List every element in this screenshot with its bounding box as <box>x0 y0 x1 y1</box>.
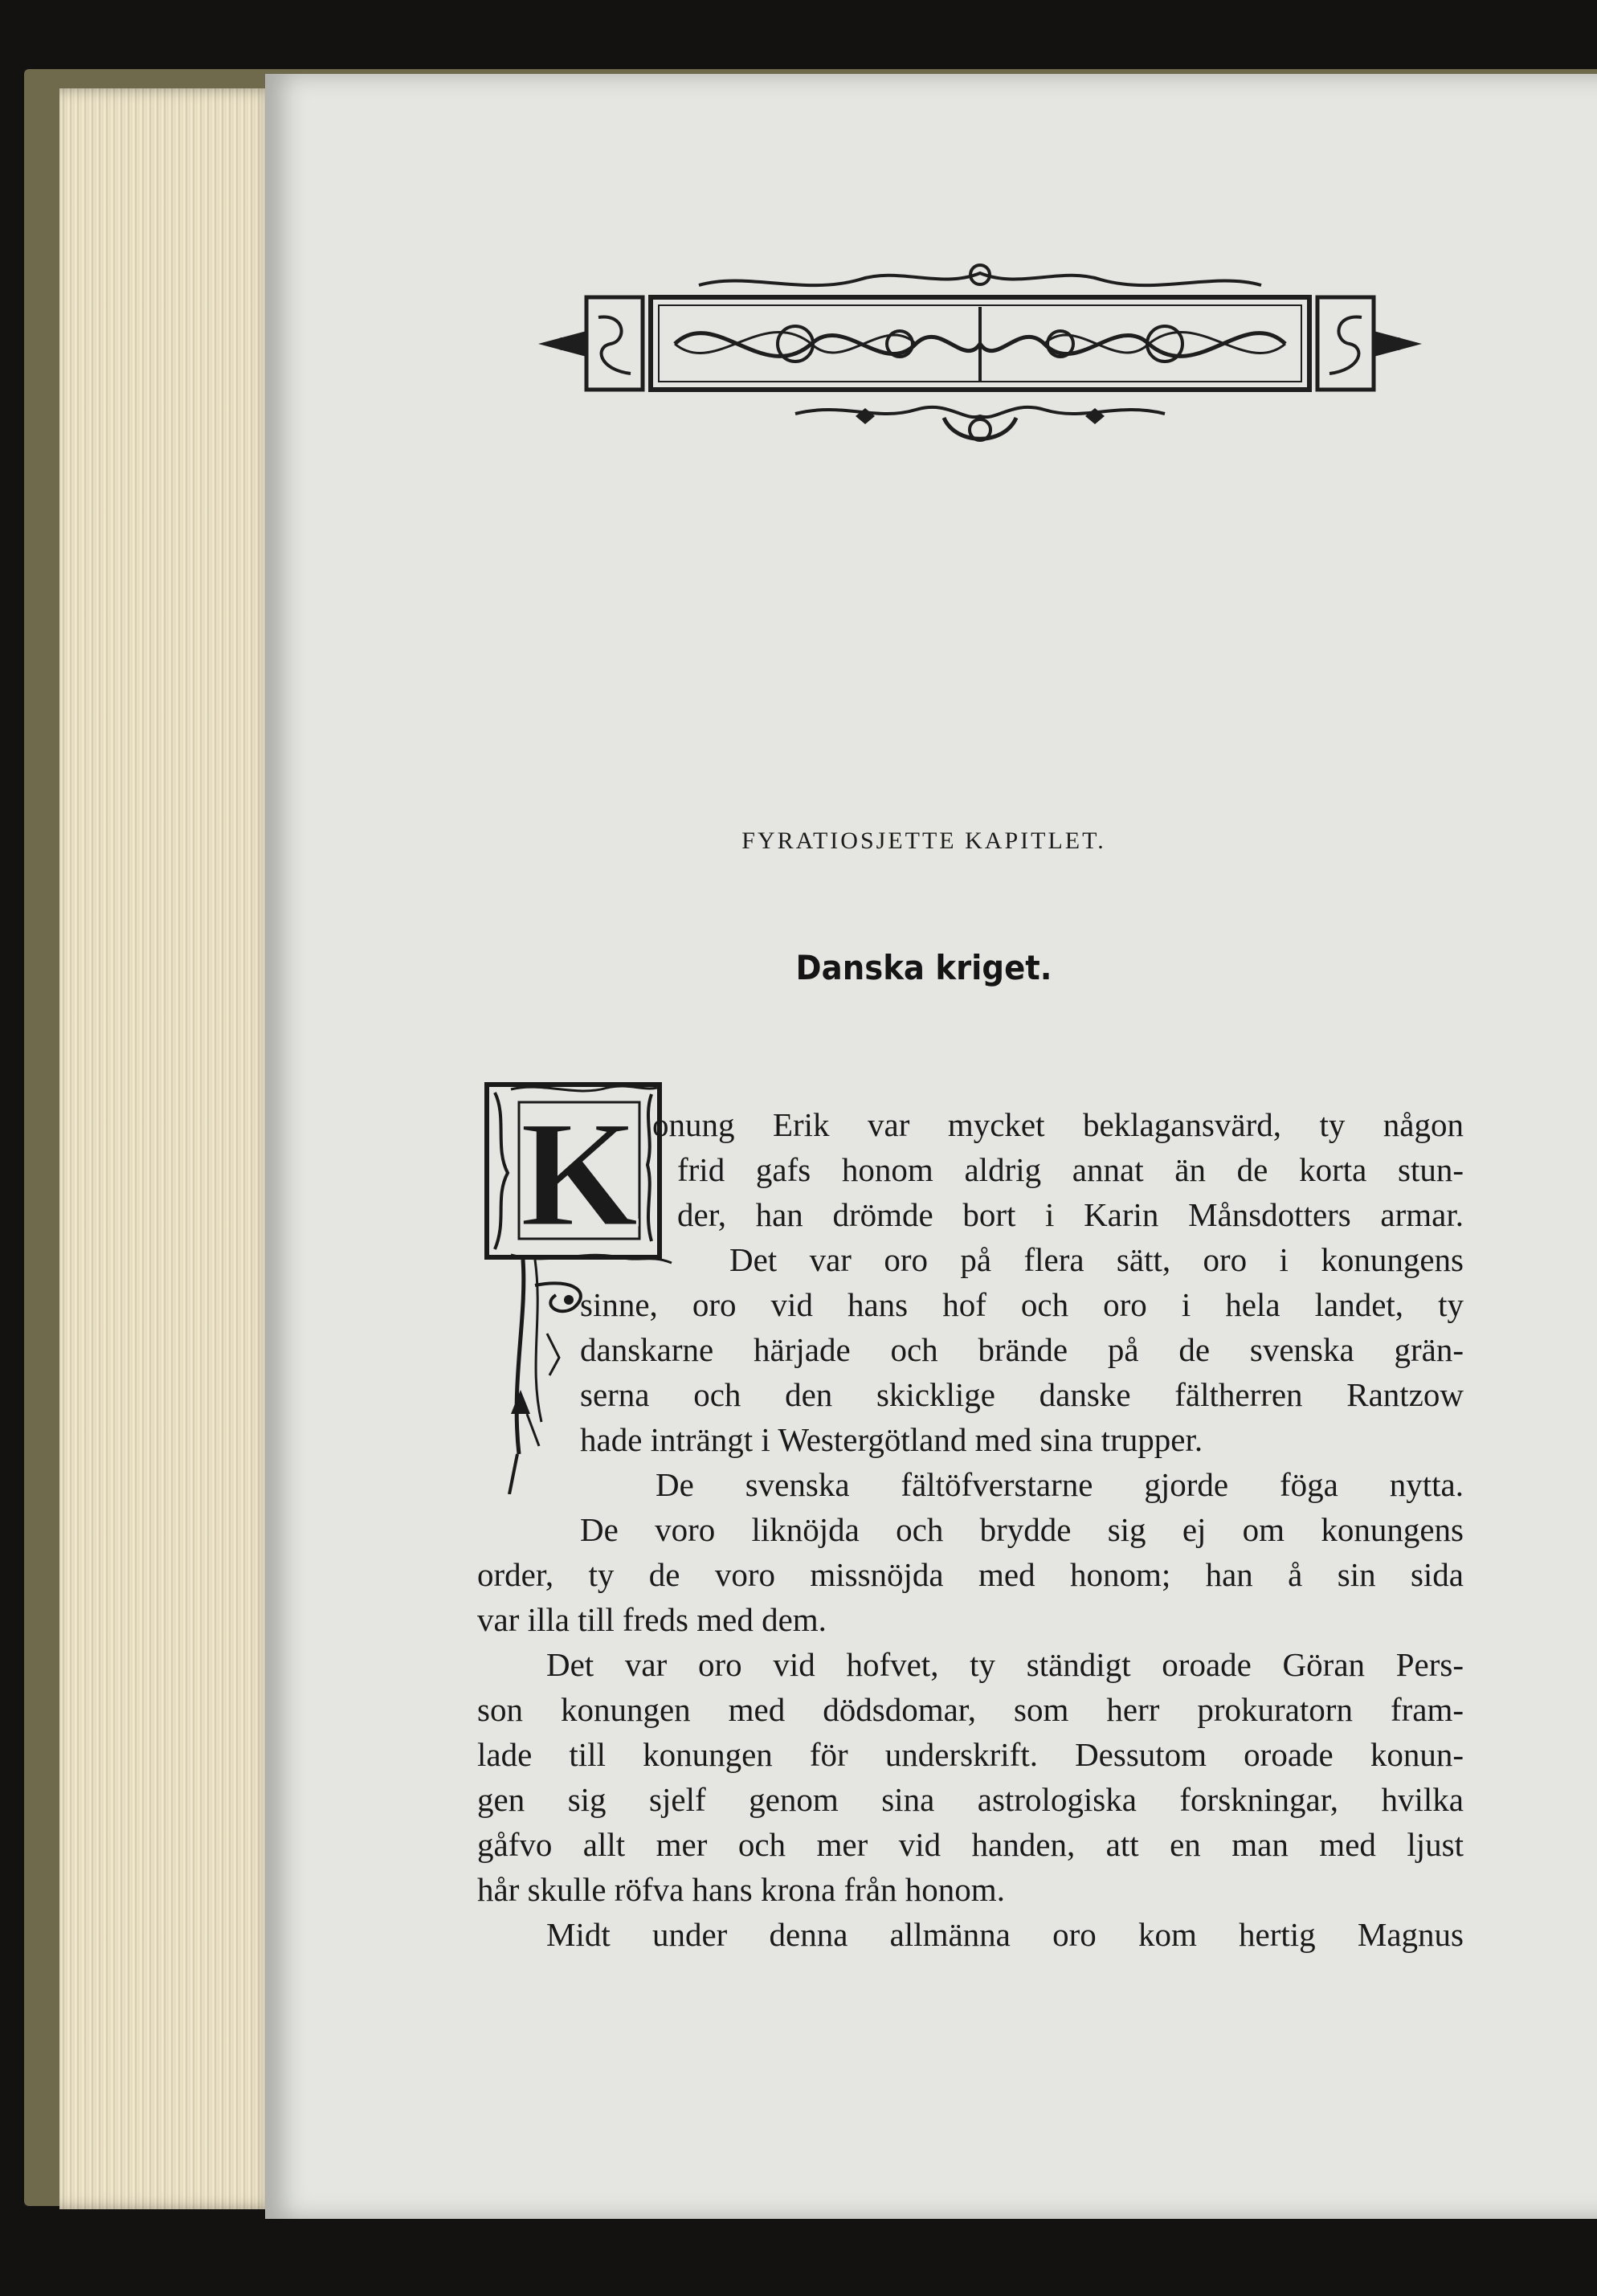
text-line: gåfvo allt mer och mer vid handen, att en man med ljust <box>477 1826 1464 1863</box>
text-line: serna och den skicklige danske fältherren Rantzow <box>580 1376 1464 1413</box>
text-line: var illa till freds med dem. <box>477 1601 827 1638</box>
text-line: De svenska fältöfverstarne gjorde föga nytta. <box>656 1466 1464 1503</box>
text-line: order, ty de voro missnöjda med honom; han å sin sida <box>477 1556 1464 1593</box>
chapter-heading: FYRATIOSJETTE KAPITLET. <box>741 827 1106 854</box>
text-line: Det var oro vid hofvet, ty ständigt oroade Göran Pers- <box>546 1646 1464 1683</box>
text-line: Midt under denna allmänna oro kom hertig Magnus <box>546 1916 1464 1953</box>
drop-cap-letter: K <box>520 1090 639 1259</box>
text-line: hår skulle röfva hans krona från honom. <box>477 1871 1005 1908</box>
text-line: hade inträngt i Westergötland med sina trupper. <box>580 1421 1203 1458</box>
text-line: sinne, oro vid hans hof och oro i hela landet, ty <box>580 1286 1464 1323</box>
text-line: onung Erik var mycket beklagansvärd, ty någon <box>652 1106 1464 1143</box>
text-line: danskarne härjade och brände på de svenska grän- <box>580 1331 1464 1368</box>
text-line: lade till konungen för underskrift. Dessutom oroade konun- <box>477 1736 1464 1773</box>
text-line: frid gafs honom aldrig annat än de korta stun- <box>677 1151 1464 1188</box>
chapter-title: Danska kriget. <box>795 948 1052 987</box>
text-line: son konungen med dödsdomar, som herr prokuratorn fram- <box>477 1691 1464 1728</box>
text-line: gen sig sjelf genom sina astrologiska forskningar, hvilka <box>477 1781 1464 1818</box>
text-line: De voro liknöjda och brydde sig ej om konungens <box>580 1511 1464 1548</box>
text-line: Det var oro på flera sätt, oro i konungens <box>729 1241 1464 1278</box>
text-line: der, han drömde bort i Karin Månsdotters armar. <box>677 1196 1464 1233</box>
page-edges <box>59 88 276 2209</box>
headpiece-ornament <box>538 257 1422 458</box>
